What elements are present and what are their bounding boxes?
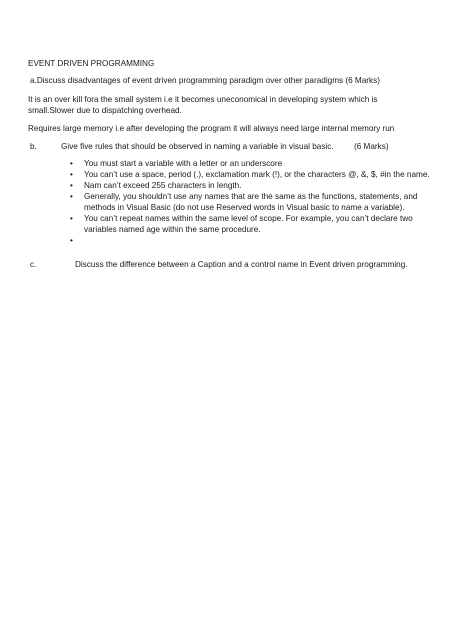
bullet-icon: • xyxy=(70,192,73,201)
question-b-text: Give five rules that should be observed in naming a variable in visual basic. xyxy=(61,142,334,151)
list-item-text: methods in Visual Basic (do not use Reserved words in Visual basic to name a variable). xyxy=(84,203,405,212)
list-item-text: Generally, you shouldn’t use any names that are the same as the functions, statements, and xyxy=(84,192,418,201)
list-item-empty xyxy=(70,235,440,246)
answer-a-line-2: small.Slower due to dispatching overhead. xyxy=(28,106,182,115)
list-item xyxy=(70,180,440,191)
list-item xyxy=(70,169,440,180)
bullet-icon: • xyxy=(70,170,73,179)
answer-a-paragraph-2: Requires large memory i.e after developing the program it will always need large internal memory run xyxy=(28,124,395,133)
naming-rules-list xyxy=(70,158,440,246)
bullet-icon: • xyxy=(70,181,73,190)
question-b-letter: b. xyxy=(30,142,37,151)
bullet-icon: • xyxy=(70,159,73,168)
bullet-icon: • xyxy=(70,214,73,223)
list-item-text: variables named age within the same procedure. xyxy=(84,225,261,234)
answer-a-line-1: It is an over kill fora the small system i.e it becomes uneconomical in developing system which is xyxy=(28,95,378,104)
list-item-text: You can’t repeat names within the same level of scope. For example, you can’t declare two xyxy=(84,214,413,223)
document-heading: EVENT DRIVEN PROGRAMMING xyxy=(28,59,155,68)
list-item xyxy=(70,158,440,169)
list-item xyxy=(70,213,440,224)
list-item-continuation xyxy=(70,224,440,235)
list-item-text: Nam can’t exceed 255 characters in length. xyxy=(84,181,242,190)
list-item xyxy=(70,191,440,202)
question-c-text: Discuss the difference between a Caption and a control name in Event driven programming. xyxy=(75,260,408,269)
question-b-marks: (6 Marks) xyxy=(354,142,389,151)
question-c-letter: c. xyxy=(30,260,37,269)
bullet-icon: • xyxy=(70,236,73,245)
list-item-text: You must start a variable with a letter or an underscore xyxy=(84,159,283,168)
list-item-text: You can’t use a space, period (.), exclamation mark (!), or the characters @, &, $, #in the name. xyxy=(84,170,430,179)
question-a: a.Discuss disadvantages of event driven programming paradigm over other paradigms (6 Marks) xyxy=(30,76,380,85)
list-item-continuation xyxy=(70,202,440,213)
answer-a-paragraph-1 xyxy=(28,94,377,116)
